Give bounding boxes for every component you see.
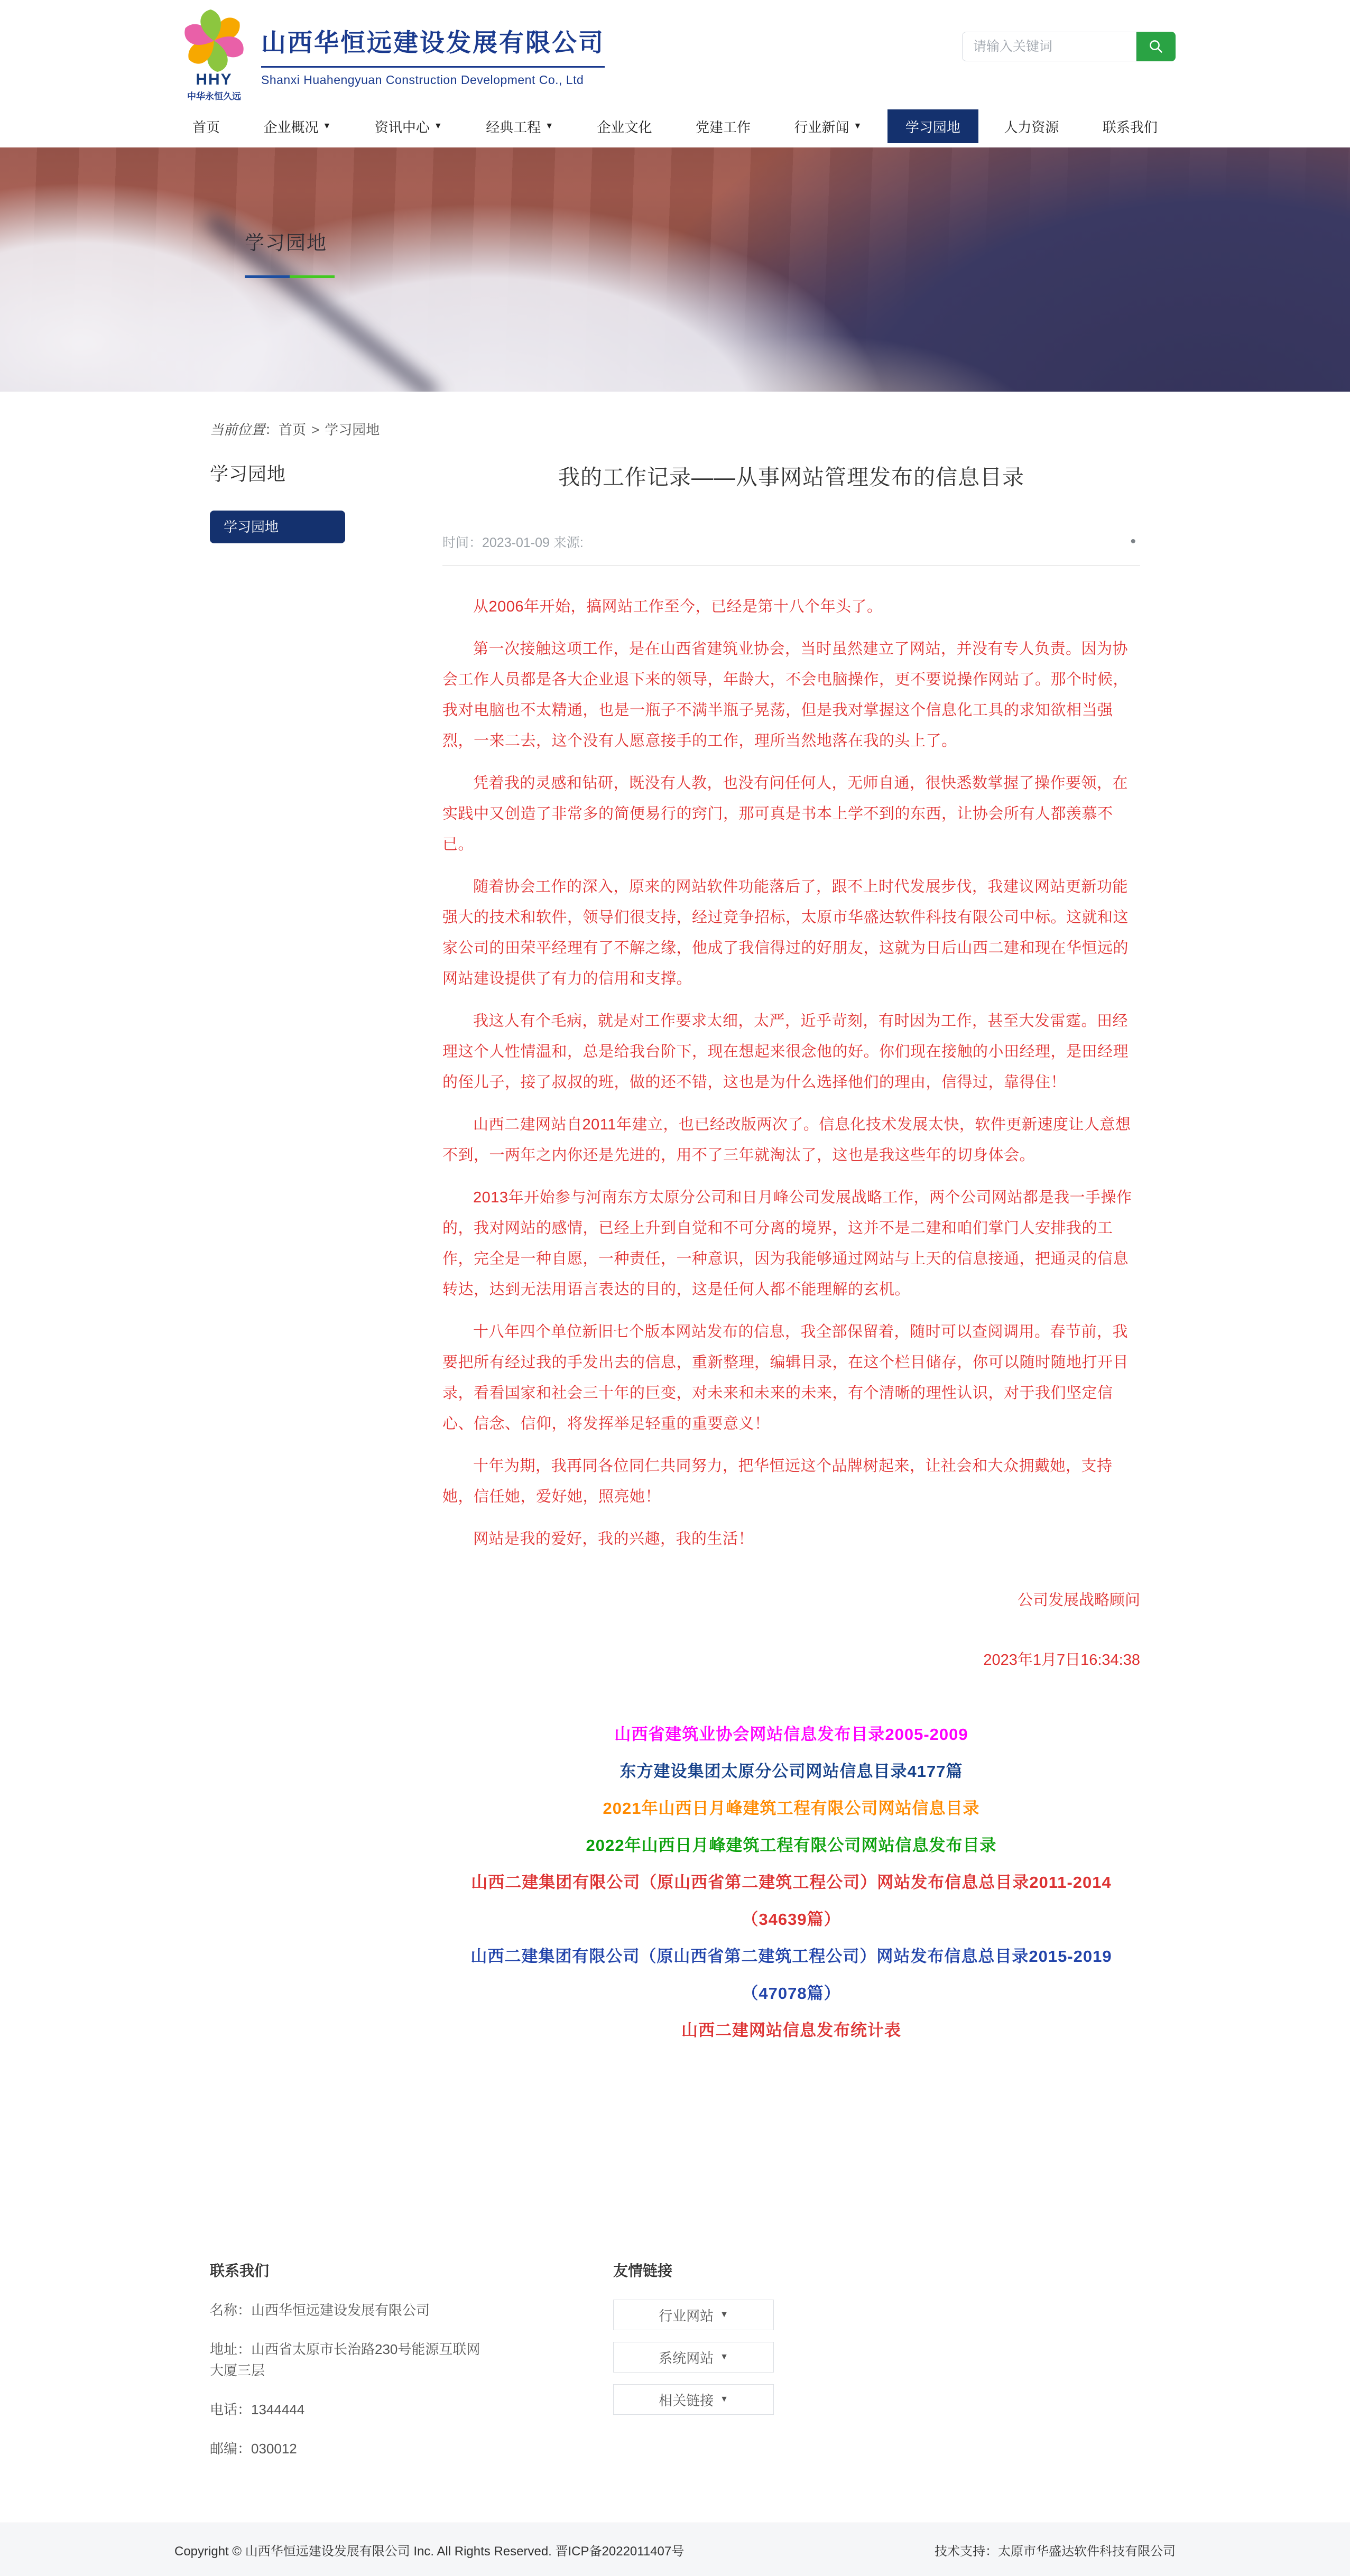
logo[interactable] [174,10,605,102]
directory-link-3[interactable]: 2021年山西日月峰建筑工程有限公司网站信息目录 [603,1799,980,1818]
nav-item-2[interactable]: 企业概况 ▼ [263,119,331,135]
nav-item-4[interactable]: 经典工程 ▼ [486,119,554,135]
article-paragraph: 山西二建网站自2011年建立，也已经改版两次了。信息化技术发展太快，软件更新速度让人意想不到，一两年之内你还是先进的，用不了三年就淘汰了，这也是我这些年的切身体会。 [442,1116,1131,1164]
article-signature-date: 2023年1月7日16:34:38 [983,1652,1140,1669]
directory-link-2[interactable]: 东方建设集团太原分公司网站信息目录4177篇 [619,1762,963,1781]
sidebar-title: 学习园地 [210,464,286,485]
article-paragraph: 十年为期，我再同各位同仁共同努力，把华恒远这个品牌树起来，让社会和大众拥戴她，支持她，信任她，爱好她，照亮她！ [442,1458,1113,1505]
directory-link-6[interactable]: 山西二建集团有限公司（原山西省第二建筑工程公司）网站发布信息总目录2015-2019（47078篇） [470,1947,1112,2003]
article-paragraph: 凭着我的灵感和钻研，既没有人教，也没有问任何人，无师自通，很快悉数掌握了操作要领，在实践中又创造了非常多的简便易行的窍门，那可真是书本上学不到的东西，让协会所有人都羡慕不已。 [442,775,1129,853]
breadcrumb [210,419,1140,439]
search-button[interactable] [1136,32,1176,61]
banner-title: 学习园地 [245,232,327,254]
nav-item-9[interactable]: 人力资源 [1004,119,1059,135]
directory-link-5[interactable]: 山西二建集团有限公司（原山西省第二建筑工程公司）网站发布信息总目录2011-2014（34639篇） [471,1873,1112,1929]
article [442,460,1140,2049]
contact-row: 电话：1344444 [210,2402,305,2417]
article-signature: 公司发展战略顾问 [1017,1592,1140,1609]
site-footer [0,2245,1350,2509]
nav-item-1[interactable]: 首页 [192,119,220,135]
article-paragraph: 随着协会工作的深入，原来的网站软件功能落后了，跟不上时代发展步伐，我建议网站更新功能强大的技术和软件，领导们很支持，经过竞争招标，太原市华盛达软件科技有限公司中标。这就和这家公司的田荣平经理有了不解之缘，他成了我信得过的好朋友，这就为日后山西二建和现在华恒远的网站建设提供了有力的信用和支撑。 [442,878,1129,987]
friend-link-dropdown-3[interactable]: 相关链接 ▼ [613,2384,774,2415]
article-paragraph: 十八年四个单位新旧七个版本网站发布的信息，我全部保留着，随时可以查阅调用。春节前，我要把所有经过我的手发出去的信息，重新整理，编辑目录，在这个栏目储存，你可以随时随地打开目录，看看国家和社会三十年的巨变，对未来和未来的未来，有个清晰的理性认识，对于我们坚定信心、信念、信仰，将发挥举足轻重的重要意义！ [442,1323,1129,1432]
article-paragraph: 第一次接触这项工作，是在山西省建筑业协会，当时虽然建立了网站，并没有专人负责。因为协会工作人员都是各大企业退下来的领导，年龄大，不会电脑操作，更不要说操作网站了。那个时候，我对电脑也不太精通，也是一瓶子不满半瓶子晃荡，但是我对掌握这个信息化工具的求知欲相当强烈，一来二去，这个没有人愿意接手的工作，理所当然地落在我的头上了。 [442,641,1129,749]
search-input[interactable] [962,32,1136,61]
breadcrumb-colon: ： [265,422,279,438]
friend-link-dropdown-1[interactable]: 行业网站 ▼ [613,2300,774,2330]
main-nav [174,109,1176,143]
chevron-down-icon: ▼ [433,122,442,131]
search-icon [1148,39,1164,54]
sidebar-item-1[interactable]: 学习园地 [210,511,345,543]
chevron-down-icon: ▼ [853,122,862,131]
article-body [442,591,1140,1554]
company-name-cn: 山西华恒远建设发展有限公司 [261,23,605,68]
page-banner [0,147,1350,392]
chevron-down-icon: ▼ [545,122,554,131]
article-paragraph: 2013年开始参与河南东方太原分公司和日月峰公司发展战略工作，两个公司网站都是我一手操作的，我对网站的感情，已经上升到自觉和不可分离的境界，这并不是二建和咱们掌门人安排我的工作，完全是一种自愿，一种责任，一种意识，因为我能够通过网站与上天的信息接通，把通灵的信息转达，达到无法用语言表达的目的，这是任何人都不能理解的玄机。 [442,1189,1132,1298]
breadcrumb-home-link[interactable]: 首页 [279,422,307,438]
article-meta [442,532,1140,566]
bottom-bar [0,2523,1350,2576]
sidebar [210,460,368,543]
friend-link-dropdown-2[interactable]: 系统网站 ▼ [613,2342,774,2373]
pinwheel-logo-icon [183,10,245,72]
article-meta-left: 时间：2023-01-09 来源: [442,535,584,550]
tech-support-text: 技术支持：太原市华盛达软件科技有限公司 [935,2544,1176,2559]
directory-link-4[interactable]: 2022年山西日月峰建筑工程有限公司网站信息发布目录 [586,1836,997,1855]
breadcrumb-label: 当前位置 [210,422,265,438]
chevron-down-icon: ▼ [720,2395,728,2404]
meta-dot: • [1130,533,1136,550]
logo-tagline: 中华永恒久远 [187,91,241,101]
nav-item-8[interactable]: 学习园地 [887,109,978,143]
banner-underline [245,275,335,278]
nav-item-7[interactable]: 行业新闻 ▼ [794,119,862,135]
article-paragraph: 从2006年开始，搞网站工作至今，已经是第十八个年头了。 [473,598,883,615]
logo-abbr: HHY [196,71,233,88]
nav-item-3[interactable]: 资讯中心 ▼ [374,119,442,135]
contact-row: 地址：山西省太原市长治路230号能源互联网大厦三层 [210,2341,480,2378]
chevron-down-icon: ▼ [720,2352,728,2361]
article-directory-links [442,1716,1140,2049]
directory-link-1[interactable]: 山西省建筑业协会网站信息发布目录2005-2009 [614,1725,968,1744]
footer-links-title: 友情链接 [613,2263,673,2279]
article-paragraph: 我这人有个毛病，就是对工作要求太细，太严，近乎苛刻，有时因为工作，甚至大发雷霆。田经理这个人性情温和，总是给我台阶下，现在想起来很念他的好。你们现在接触的小田经理，是田经理的侄儿子，接了叔叔的班，做的还不错，这也是为什么选择他们的理由，信得过，靠得住！ [442,1013,1129,1091]
sidebar-menu [210,511,368,543]
contact-row: 邮编：030012 [210,2441,297,2457]
site-header [0,0,1350,143]
contact-row: 名称：山西华恒远建设发展有限公司 [210,2302,430,2318]
nav-item-10[interactable]: 联系我们 [1102,119,1158,135]
chevron-down-icon: ▼ [720,2310,728,2319]
article-title: 我的工作记录——从事网站管理发布的信息目录 [558,465,1024,489]
footer-contact [210,2259,580,2477]
company-name-en: Shanxi Huahengyuan Construction Development Co., Ltd [261,73,584,87]
breadcrumb-current: 学习园地 [325,422,380,438]
nav-item-5[interactable]: 企业文化 [597,119,652,135]
directory-link-7[interactable]: 山西二建网站信息发布统计表 [681,2021,901,2040]
nav-item-6[interactable]: 党建工作 [696,119,751,135]
chevron-down-icon: ▼ [322,122,331,131]
search-bar [962,32,1176,61]
article-paragraph: 网站是我的爱好，我的兴趣，我的生活！ [473,1531,754,1548]
footer-friend-links [613,2259,835,2477]
footer-contact-title: 联系我们 [210,2263,270,2279]
copyright-text: Copyright © 山西华恒远建设发展有限公司 Inc. All Rights Reserved. 晋ICP备2022011407号 [174,2544,685,2559]
breadcrumb-separator: > [311,422,320,438]
